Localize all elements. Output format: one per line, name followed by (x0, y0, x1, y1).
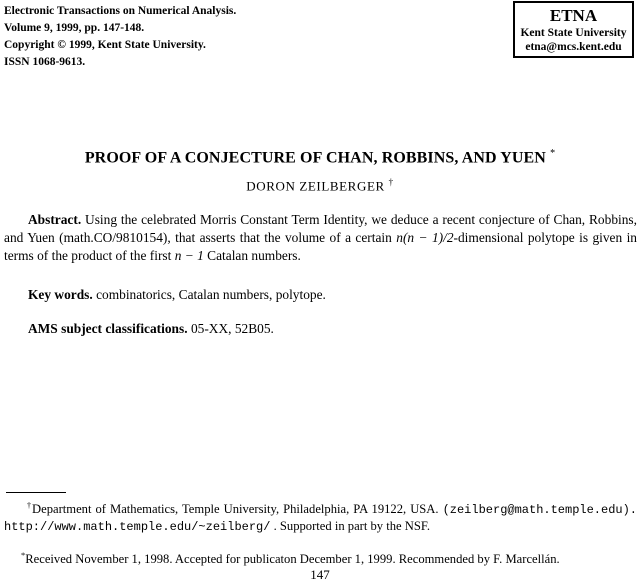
abstract-text-2: -dimensional polytope is given in terms of the product of the first (4, 230, 638, 263)
abstract-math-2: n − 1 (174, 248, 204, 263)
author-name: DORON ZEILBERGER (246, 178, 385, 194)
etna-box (513, 1, 634, 58)
keywords-text: combinatorics, Catalan numbers, polytope. (96, 287, 326, 302)
ams-text: 05-XX, 52B05. (190, 321, 274, 336)
abstract-text-1: Using the celebrated Morris Constant Term Identity, we deduce a recent conjecture of Chan, Robbins, and Yuen (math.CO/9810154), that asserts that the volume of a certain (4, 212, 637, 245)
author-email: (zeilberg@math.temple.edu). (442, 503, 638, 518)
volume-info: Volume 9, 1999, pp. 147-148. (4, 22, 145, 34)
journal-name: Electronic Transactions on Numerical Analysis. (4, 5, 237, 17)
support-text: . Supported in part by the NSF. (273, 519, 431, 534)
issn-line: ISSN 1068-9613. (4, 56, 86, 68)
paper-title (0, 148, 640, 167)
affiliation-mark: † (26, 500, 33, 510)
abstract (4, 211, 637, 265)
copyright-line: Copyright © 1999, Kent State University. (4, 39, 206, 51)
page-number: 147 (310, 567, 330, 582)
footnote-rule (6, 492, 66, 493)
author (0, 177, 640, 194)
ams-label: AMS subject classifications. (28, 321, 188, 336)
journal-header (4, 3, 236, 71)
received-footnote (4, 547, 637, 567)
abstract-math-1: n(n − 1)/2 (396, 230, 454, 245)
etna-title: ETNA (549, 6, 598, 25)
paper-title-text: PROOF OF A CONJECTURE OF CHAN, ROBBINS, AND YUEN (84, 149, 546, 167)
keywords-label: Key words. (28, 287, 93, 302)
abstract-label: Abstract. (28, 212, 82, 227)
received-mark: * (21, 550, 26, 560)
affiliation-text: Department of Mathematics, Temple University, Philadelphia, PA 19122, USA. (32, 502, 439, 517)
received-text: Received November 1, 1998. Accepted for publicaton December 1, 1999. Recommended by F. Marcellán. (25, 552, 560, 567)
etna-university: Kent State University (520, 27, 627, 39)
author-url[interactable]: http://www.math.temple.edu/~zeilberg/ (4, 520, 271, 535)
abstract-text-3: Catalan numbers. (203, 248, 301, 263)
affiliation-footnote (4, 497, 637, 535)
ams-classifications (4, 320, 637, 338)
author-footnote-mark: † (388, 177, 394, 187)
keywords (4, 286, 637, 304)
title-footnote-mark: * (550, 148, 556, 159)
etna-email: etna@mcs.kent.edu (525, 41, 622, 53)
